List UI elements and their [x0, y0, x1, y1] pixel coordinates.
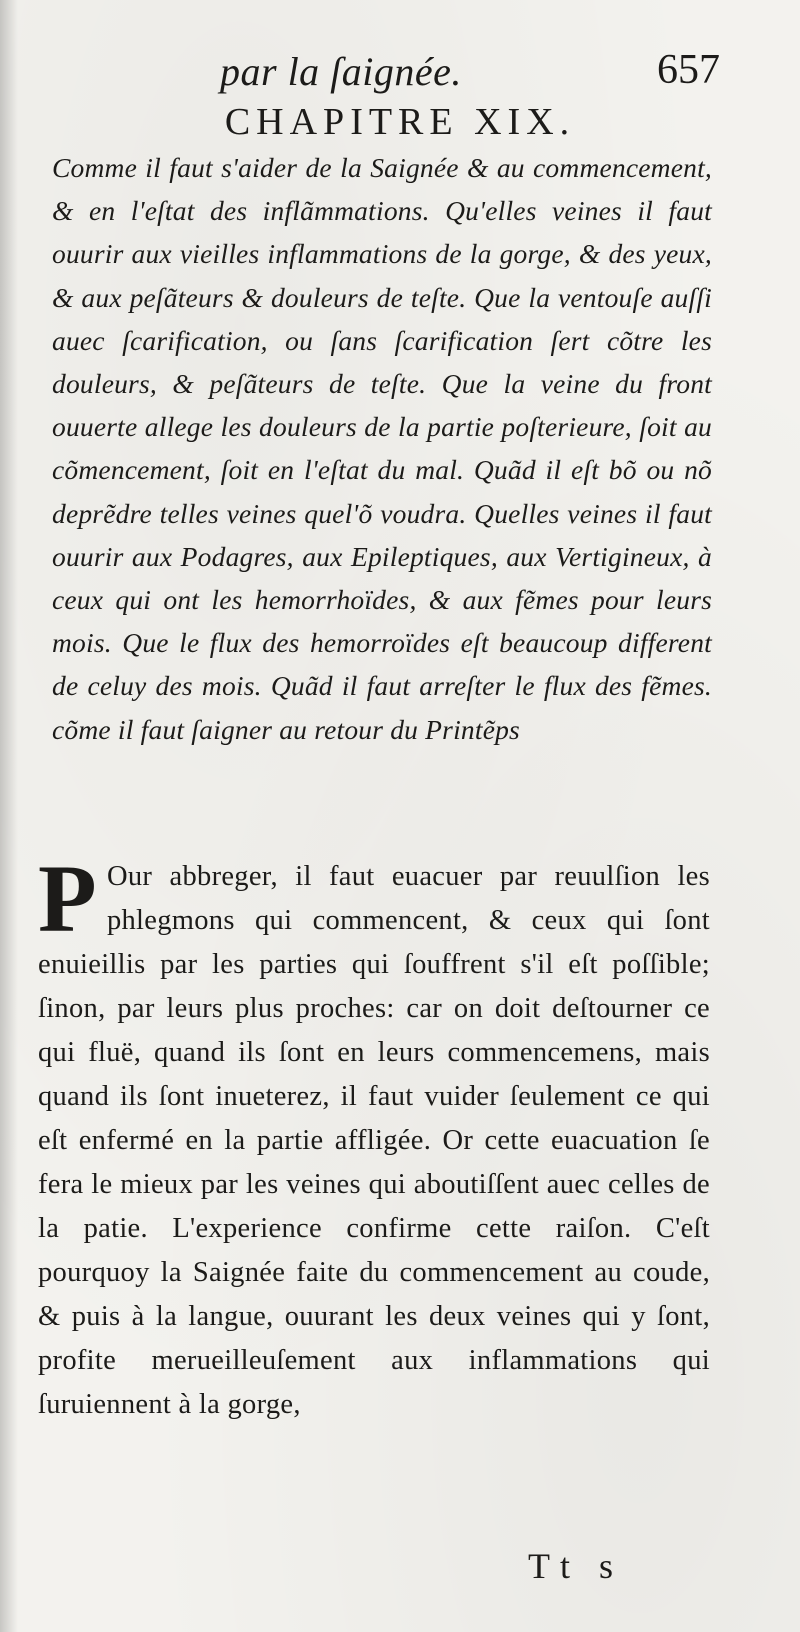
body-paragraph-text: Our abbreger, il faut euacuer par reuulſion les phlegmons qui commencent, & ceux qui ſont enuieillis par les parties qui ſouffrent s'il eſt poſſible; ſinon, par leurs plus proches: car on doit deſtourner ce qui fluë, quand ils ſont en leurs commencemens, mais quand ils ſont inueterez, il faut vuider ſeulement ce qui eſt enfermé en la partie affligée. Or cette euacuation ſe fera le mieux par les veines qui aboutiſſent auec celles de la patie. L'experience confirme cette raiſon. C'eſt pourquoy la Saignée faite du commencement au coude, & puis à la langue, ouurant les deux veines qui y ſont, profite merueilleuſement aux inflammations qui ſuruiennent à la gorge,	[38, 861, 710, 1420]
gutter-shadow	[0, 0, 18, 1632]
page-number: 657	[657, 47, 720, 93]
body-paragraph	[38, 845, 710, 1427]
drop-cap: P	[38, 845, 97, 952]
chapter-summary: Comme il faut s'aider de la Saignée & au commencement, & en l'eſtat des inflãmmations. Qu'elles veines il faut ouurir aux vieilles inflammations de la gorge, & des yeux, & aux peſãteurs & douleurs de teſte. Que la ventouſe auſſi auec ſcarification, ou ſans ſcarification ſert cõtre les douleurs, & peſãteurs de teſte. Que la veine du front ouuerte allege les douleurs de la partie poſterieure, ſoit au cõmencement, ſoit en l'eſtat du mal. Quãd il eſt bõ ou nõ deprẽdre telles veines quel'õ voudra. Quelles veines il faut ouurir aux Podagres, aux Epileptiques, aux Vertigineux, à ceux qui ont les hemorrhoïdes, & aux fẽmes pour leurs mois. Que le flux des hemorroïdes eſt beaucoup different de celuy des mois. Quãd il faut arreſter le flux des fẽmes. cõme il faut ſaigner au retour du Printẽps	[52, 152, 712, 745]
signature-mark: Tt s	[528, 1546, 624, 1586]
chapter-heading: CHAPITRE XIX.	[224, 101, 576, 143]
running-head	[0, 42, 800, 102]
running-head-title: par la ſaignée.	[220, 49, 462, 94]
